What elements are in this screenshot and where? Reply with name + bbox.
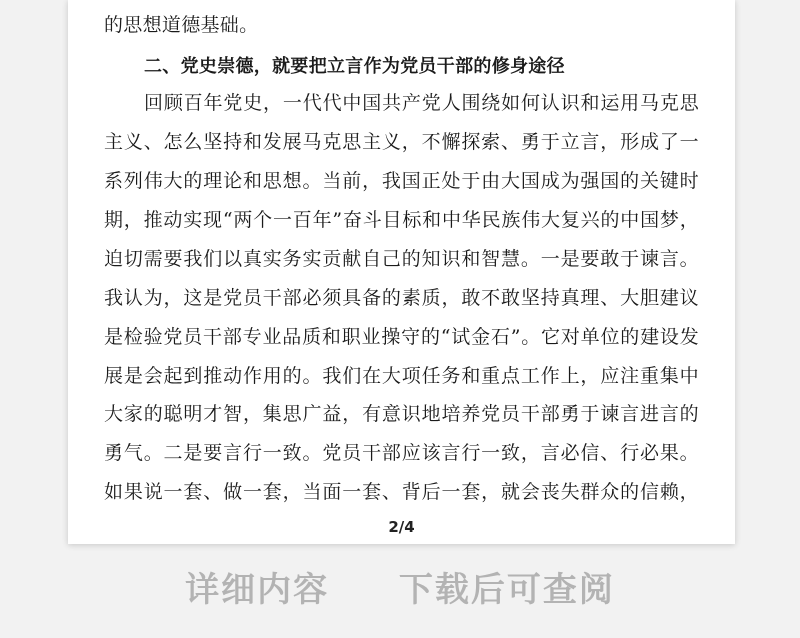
download-prompt[interactable]: [0, 562, 800, 611]
document-page: [68, 0, 735, 544]
text-line: 迫切需要我们以真实务实贡献自己的知识和智慧。一是要敢于谏言。: [104, 248, 699, 270]
text-line: 展是会起到推动作用的。我们在大项任务和重点工作上，应注重集中: [104, 365, 699, 387]
page-indicator: 2/4: [388, 518, 415, 536]
download-label: 下载后可查阅: [398, 570, 615, 610]
text-line: 的思想道德基础。: [104, 14, 259, 36]
text-line: 是检验党员干部专业品质和职业操守的“试金石”。它对单位的建设发: [104, 326, 699, 348]
text-line: 期，推动实现“两个一百年”奋斗目标和中华民族伟大复兴的中国梦，: [104, 209, 699, 231]
text-line: 大家的聪明才智，集思广益，有意识地培养党员干部勇于谏言进言的: [104, 403, 699, 425]
text-line: 主义、怎么坚持和发展马克思主义，不懈探索、勇于立言，形成了一: [104, 131, 699, 153]
text-line: 回顾百年党史，一代代中国共产党人围绕如何认识和运用马克思: [144, 92, 699, 114]
text-line: 勇气。二是要言行一致。党员干部应该言行一致，言必信、行必果。: [104, 442, 699, 464]
section-heading: 二、党史崇德，就要把立言作为党员干部的修身途径: [144, 56, 565, 77]
text-line: 系列伟大的理论和思想。当前，我国正处于由大国成为强国的关键时: [104, 170, 699, 192]
text-line: 如果说一套、做一套，当面一套、背后一套，就会丧失群众的信赖，: [104, 481, 699, 503]
text-line: 我认为，这是党员干部必须具备的素质，敢不敢坚持真理、大胆建议: [104, 287, 699, 309]
details-label: 详细内容: [185, 570, 330, 610]
